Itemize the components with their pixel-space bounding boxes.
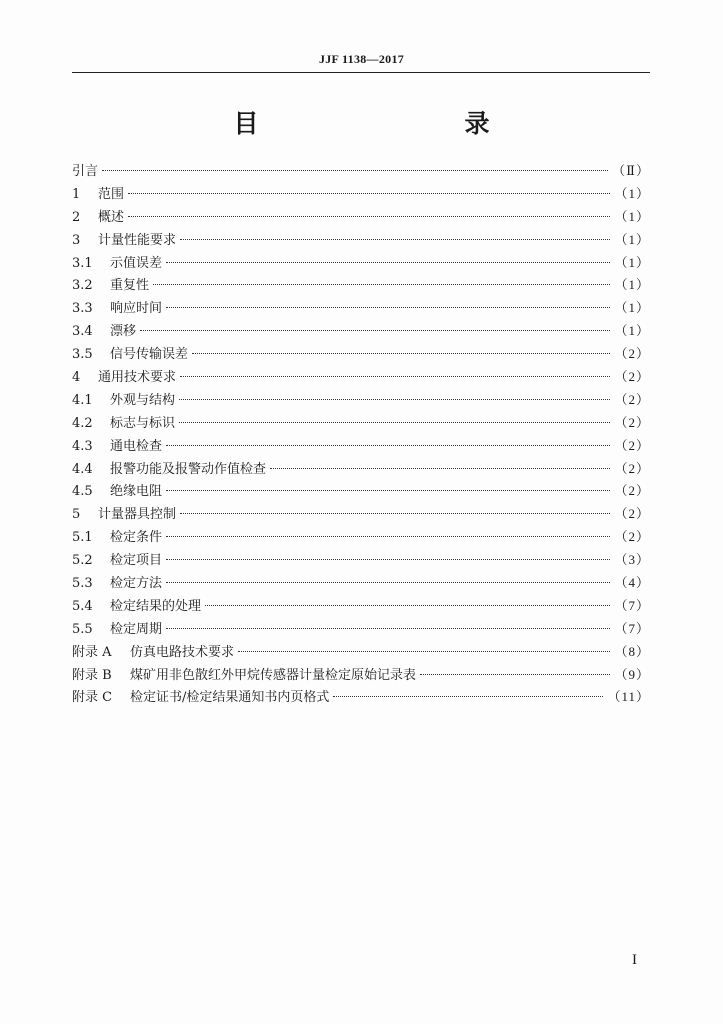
toc-entry-label: 标志与标识 <box>110 415 176 431</box>
toc-dot-leader <box>166 445 610 446</box>
toc-entry-label: 检定条件 <box>110 530 163 546</box>
toc-entry-page: （9） <box>614 666 650 682</box>
toc-entry-page: （2） <box>614 414 650 430</box>
toc-entry[interactable] <box>72 183 650 206</box>
toc-entry-page: （7） <box>614 620 650 636</box>
toc-dot-leader <box>205 605 610 606</box>
toc-entry-page: （2） <box>614 437 650 453</box>
toc-entry-label: 信号传输误差 <box>110 347 189 363</box>
toc-entry-label: 仿真电路技术要求 <box>130 644 235 660</box>
toc-entry-number: 3.2 <box>72 278 93 294</box>
toc-entry-label: 重复性 <box>110 278 150 294</box>
toc-dot-leader <box>128 216 610 217</box>
toc-entry-page: （1） <box>614 208 650 224</box>
toc-entry-page: （7） <box>614 597 650 613</box>
toc-entry-label: 计量性能要求 <box>98 232 177 248</box>
toc-dot-leader <box>166 262 610 263</box>
toc-entry-page: （2） <box>614 529 650 545</box>
toc-entry-label: 范围 <box>98 186 125 202</box>
toc-entry-page: （2） <box>614 460 650 476</box>
toc-entry-label: 报警功能及报警动作值检查 <box>110 461 267 477</box>
toc-dot-leader <box>166 628 610 629</box>
toc-entry-label: 响应时间 <box>110 301 163 317</box>
toc-entry-number: 1 <box>72 186 81 202</box>
toc-entry-number: 3.1 <box>72 255 93 271</box>
toc-entry-label: 计量器具控制 <box>98 507 177 523</box>
toc-entry-number: 4.1 <box>72 392 93 408</box>
toc-entry-number: 附录 A <box>72 644 112 660</box>
toc-entry[interactable] <box>72 389 650 412</box>
toc-entry[interactable] <box>72 160 650 183</box>
toc-entry[interactable] <box>72 206 650 229</box>
toc-entry[interactable] <box>72 366 650 389</box>
toc-dot-leader <box>166 582 610 583</box>
toc-dot-leader <box>420 674 610 675</box>
toc-entry-page: （1） <box>614 254 650 270</box>
toc-entry[interactable] <box>72 412 650 435</box>
toc-entry-label: 检定项目 <box>110 553 163 569</box>
header-divider <box>72 72 650 73</box>
toc-entry-number: 5.5 <box>72 621 93 637</box>
toc-entry-number: 4.5 <box>72 484 93 500</box>
toc-entry-page: （1） <box>614 185 650 201</box>
page-number: I <box>632 952 637 968</box>
toc-dot-leader <box>180 239 610 240</box>
toc-entry[interactable] <box>72 641 650 664</box>
toc-entry[interactable] <box>72 664 650 687</box>
toc-entry[interactable] <box>72 274 650 297</box>
toc-entry-label: 检定方法 <box>110 576 163 592</box>
toc-dot-leader <box>179 399 610 400</box>
toc-dot-leader <box>166 490 610 491</box>
toc-entry-label: 漂移 <box>110 324 137 340</box>
table-of-contents <box>72 160 650 709</box>
toc-dot-leader <box>192 353 610 354</box>
toc-entry-number: 4.4 <box>72 461 93 477</box>
toc-entry[interactable] <box>72 458 650 481</box>
toc-entry-label: 引言 <box>72 164 99 179</box>
toc-entry[interactable] <box>72 549 650 572</box>
toc-entry-label: 示值误差 <box>110 255 163 271</box>
toc-entry-number: 3.3 <box>72 301 93 317</box>
toc-entry-number: 附录 C <box>72 690 113 706</box>
toc-entry-label: 检定证书/检定结果通知书内页格式 <box>130 690 330 706</box>
toc-entry-page: （1） <box>614 231 650 247</box>
toc-dot-leader <box>166 559 610 560</box>
toc-entry[interactable] <box>72 297 650 320</box>
toc-dot-leader <box>180 513 610 514</box>
toc-entry-page: （1） <box>614 300 650 316</box>
toc-entry-number: 5.1 <box>72 530 93 546</box>
toc-dot-leader <box>238 651 610 652</box>
toc-entry-page: （Ⅱ） <box>612 163 650 178</box>
toc-entry[interactable] <box>72 252 650 275</box>
toc-entry-page: （8） <box>614 643 650 659</box>
toc-entry-number: 4.2 <box>72 415 93 431</box>
toc-entry-number: 5 <box>72 507 81 523</box>
toc-dot-leader <box>166 536 610 537</box>
toc-entry-number: 4 <box>72 370 81 386</box>
toc-entry-label: 外观与结构 <box>110 392 176 408</box>
toc-entry-number: 附录 B <box>72 667 112 683</box>
toc-entry-page: （2） <box>614 369 650 385</box>
toc-title: 目 录 <box>233 109 542 138</box>
toc-dot-leader <box>180 376 610 377</box>
toc-entry-number: 4.3 <box>72 438 93 454</box>
toc-entry-page: （4） <box>614 575 650 591</box>
toc-entry-label: 检定周期 <box>110 621 163 637</box>
toc-entry[interactable] <box>72 618 650 641</box>
standard-code-header: JJF 1138—2017 <box>318 52 405 66</box>
toc-dot-leader <box>179 422 610 423</box>
toc-entry[interactable] <box>72 435 650 458</box>
toc-entry-page: （2） <box>614 391 650 407</box>
toc-entry[interactable] <box>72 229 650 252</box>
toc-entry[interactable] <box>72 503 650 526</box>
toc-entry[interactable] <box>72 480 650 503</box>
toc-dot-leader <box>140 330 610 331</box>
toc-entry-number: 5.2 <box>72 553 93 569</box>
toc-entry-page: （2） <box>614 346 650 362</box>
toc-entry-number: 3.5 <box>72 347 93 363</box>
toc-entry-number: 3 <box>72 232 81 248</box>
toc-dot-leader <box>333 696 603 697</box>
toc-entry-page: （2） <box>614 506 650 522</box>
toc-entry-label: 绝缘电阻 <box>110 484 163 500</box>
toc-dot-leader <box>128 193 610 194</box>
toc-entry-number: 5.4 <box>72 598 93 614</box>
toc-entry-label: 概述 <box>98 209 125 225</box>
toc-entry-label: 煤矿用非色散红外甲烷传感器计量检定原始记录表 <box>130 667 417 683</box>
toc-entry-label: 检定结果的处理 <box>110 598 202 614</box>
toc-entry[interactable] <box>72 320 650 343</box>
toc-entry-page: （2） <box>614 483 650 499</box>
toc-entry-page: （1） <box>614 277 650 293</box>
toc-entry-label: 通用技术要求 <box>98 370 177 386</box>
toc-entry[interactable] <box>72 526 650 549</box>
toc-entry-number: 3.4 <box>72 324 93 340</box>
toc-entry-number: 2 <box>72 209 81 225</box>
toc-entry[interactable] <box>72 686 650 709</box>
toc-dot-leader <box>102 170 608 171</box>
toc-entry[interactable] <box>72 595 650 618</box>
toc-entry-page: （1） <box>614 323 650 339</box>
toc-entry-page: （3） <box>614 552 650 568</box>
toc-dot-leader <box>153 284 610 285</box>
toc-entry-number: 5.3 <box>72 576 93 592</box>
toc-entry[interactable] <box>72 572 650 595</box>
toc-entry-page: （11） <box>607 689 650 705</box>
toc-dot-leader <box>270 468 610 469</box>
toc-entry[interactable] <box>72 343 650 366</box>
toc-dot-leader <box>166 307 610 308</box>
toc-entry-label: 通电检查 <box>110 438 163 454</box>
